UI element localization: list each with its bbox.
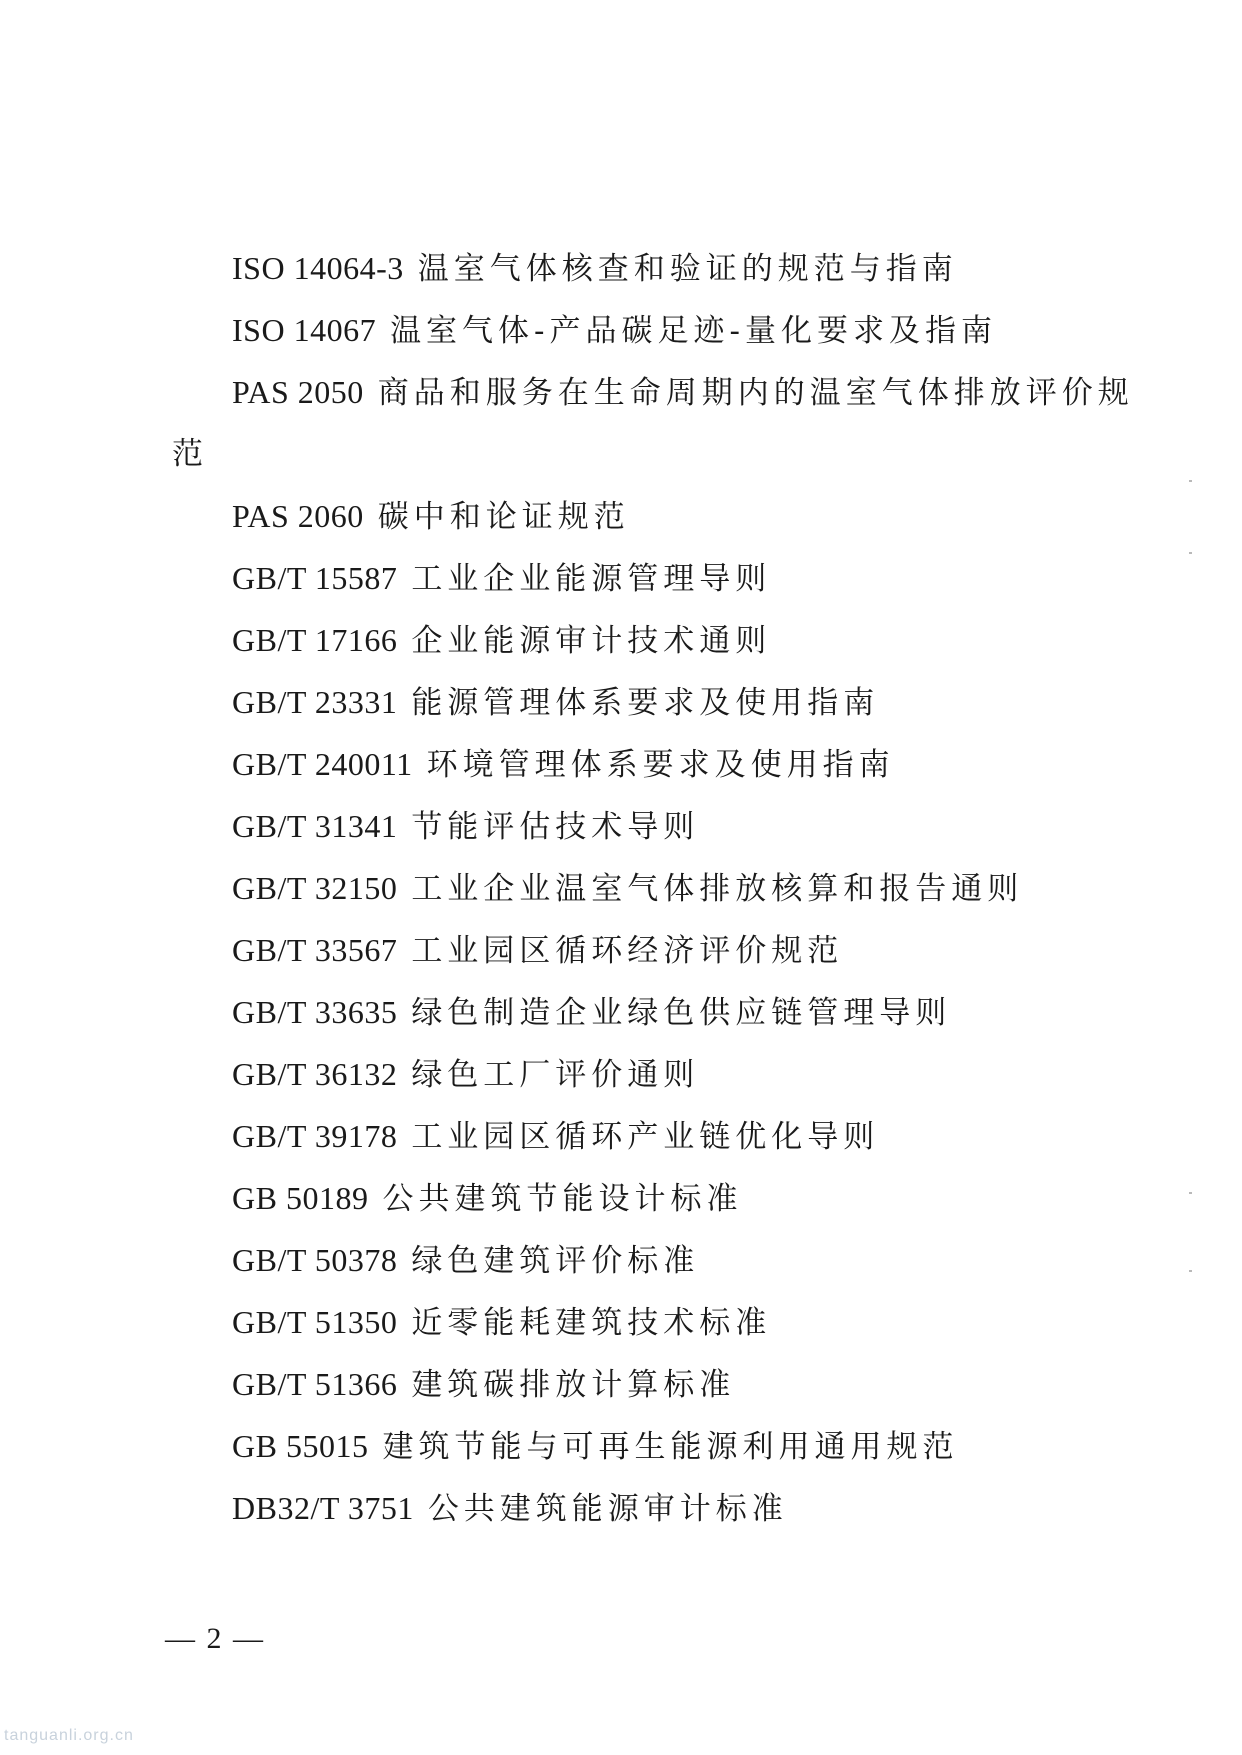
- list-item: [232, 496, 630, 537]
- standard-title: 绿色制造企业绿色供应链管理导则: [411, 995, 952, 1031]
- list-item: [232, 310, 997, 351]
- standard-code: GB/T 23331: [232, 684, 398, 720]
- list-item: [232, 868, 1023, 909]
- standard-code: GB/T 17166: [232, 622, 398, 658]
- page-number: — 2 —: [165, 1622, 265, 1655]
- standard-title: 工业企业温室气体排放核算和报告通则: [411, 871, 1024, 907]
- standard-code: ISO 14064-3: [232, 250, 404, 286]
- list-item: [232, 1240, 699, 1281]
- standard-code: GB 55015: [232, 1428, 369, 1464]
- scan-speck: [1189, 1192, 1192, 1194]
- standard-title: 近零能耗建筑技术标准: [411, 1305, 772, 1341]
- standard-title: 工业园区循环经济评价规范: [411, 933, 844, 969]
- standard-code: GB/T 39178: [232, 1118, 398, 1154]
- standard-code: GB/T 33635: [232, 994, 398, 1030]
- standard-title: 碳中和论证规范: [377, 499, 630, 535]
- list-item: [232, 1116, 879, 1157]
- list-item: [232, 1054, 699, 1095]
- list-item: [232, 1178, 742, 1219]
- standard-title: 绿色工厂评价通则: [411, 1057, 700, 1093]
- standard-title: 工业企业能源管理导则: [411, 561, 772, 597]
- standard-title: 节能评估技术导则: [411, 809, 700, 845]
- standard-code: GB/T 15587: [232, 560, 398, 596]
- standard-code: GB 50189: [232, 1180, 369, 1216]
- scan-speck: [1189, 1270, 1192, 1272]
- standard-code: PAS 2050: [232, 374, 364, 410]
- list-item: [232, 930, 843, 971]
- standard-code: GB/T 51366: [232, 1366, 398, 1402]
- standard-title: 温室气体-产品碳足迹-量化要求及指南: [390, 313, 998, 349]
- standard-code: PAS 2060: [232, 498, 364, 534]
- standard-code: GB/T 50378: [232, 1242, 398, 1278]
- list-item: [232, 1426, 958, 1467]
- list-item: [232, 1488, 788, 1529]
- list-item: [232, 248, 958, 289]
- scan-speck: [1189, 480, 1192, 482]
- standard-title: 商品和服务在生命周期内的温室气体排放评价规: [377, 375, 1134, 411]
- list-item: [232, 1364, 735, 1405]
- standard-title: 工业园区循环产业链优化导则: [411, 1119, 880, 1155]
- list-item: [232, 620, 771, 661]
- standard-code: GB/T 31341: [232, 808, 398, 844]
- standard-title: 公共建筑能源审计标准: [427, 1491, 788, 1527]
- standard-title: 环境管理体系要求及使用指南: [426, 747, 895, 783]
- site-watermark: tanguanli.org.cn: [4, 1727, 134, 1744]
- standard-title: 建筑节能与可再生能源利用通用规范: [382, 1429, 959, 1465]
- standard-code: GB/T 33567: [232, 932, 398, 968]
- scan-speck: [1189, 552, 1192, 554]
- standard-code: DB32/T 3751: [232, 1490, 414, 1526]
- standard-title: 建筑碳排放计算标准: [411, 1367, 736, 1403]
- list-item: [232, 992, 951, 1033]
- list-item: [232, 682, 879, 723]
- standard-title: 能源管理体系要求及使用指南: [411, 685, 880, 721]
- standard-code: GB/T 51350: [232, 1304, 398, 1340]
- standard-title-continuation: 范: [172, 436, 208, 472]
- standard-title: 绿色建筑评价标准: [411, 1243, 700, 1279]
- list-item: [232, 558, 771, 599]
- standard-code: ISO 14067: [232, 312, 377, 348]
- standard-title: 公共建筑节能设计标准: [382, 1181, 743, 1217]
- list-item: [232, 744, 895, 785]
- standard-title: 企业能源审计技术通则: [411, 623, 772, 659]
- list-item: [232, 806, 699, 847]
- list-item: [232, 1302, 771, 1343]
- standard-code: GB/T 36132: [232, 1056, 398, 1092]
- standard-code: GB/T 240011: [232, 746, 413, 782]
- standard-code: GB/T 32150: [232, 870, 398, 906]
- list-item: [232, 372, 1134, 413]
- standard-title: 温室气体核查和验证的规范与指南: [417, 251, 958, 287]
